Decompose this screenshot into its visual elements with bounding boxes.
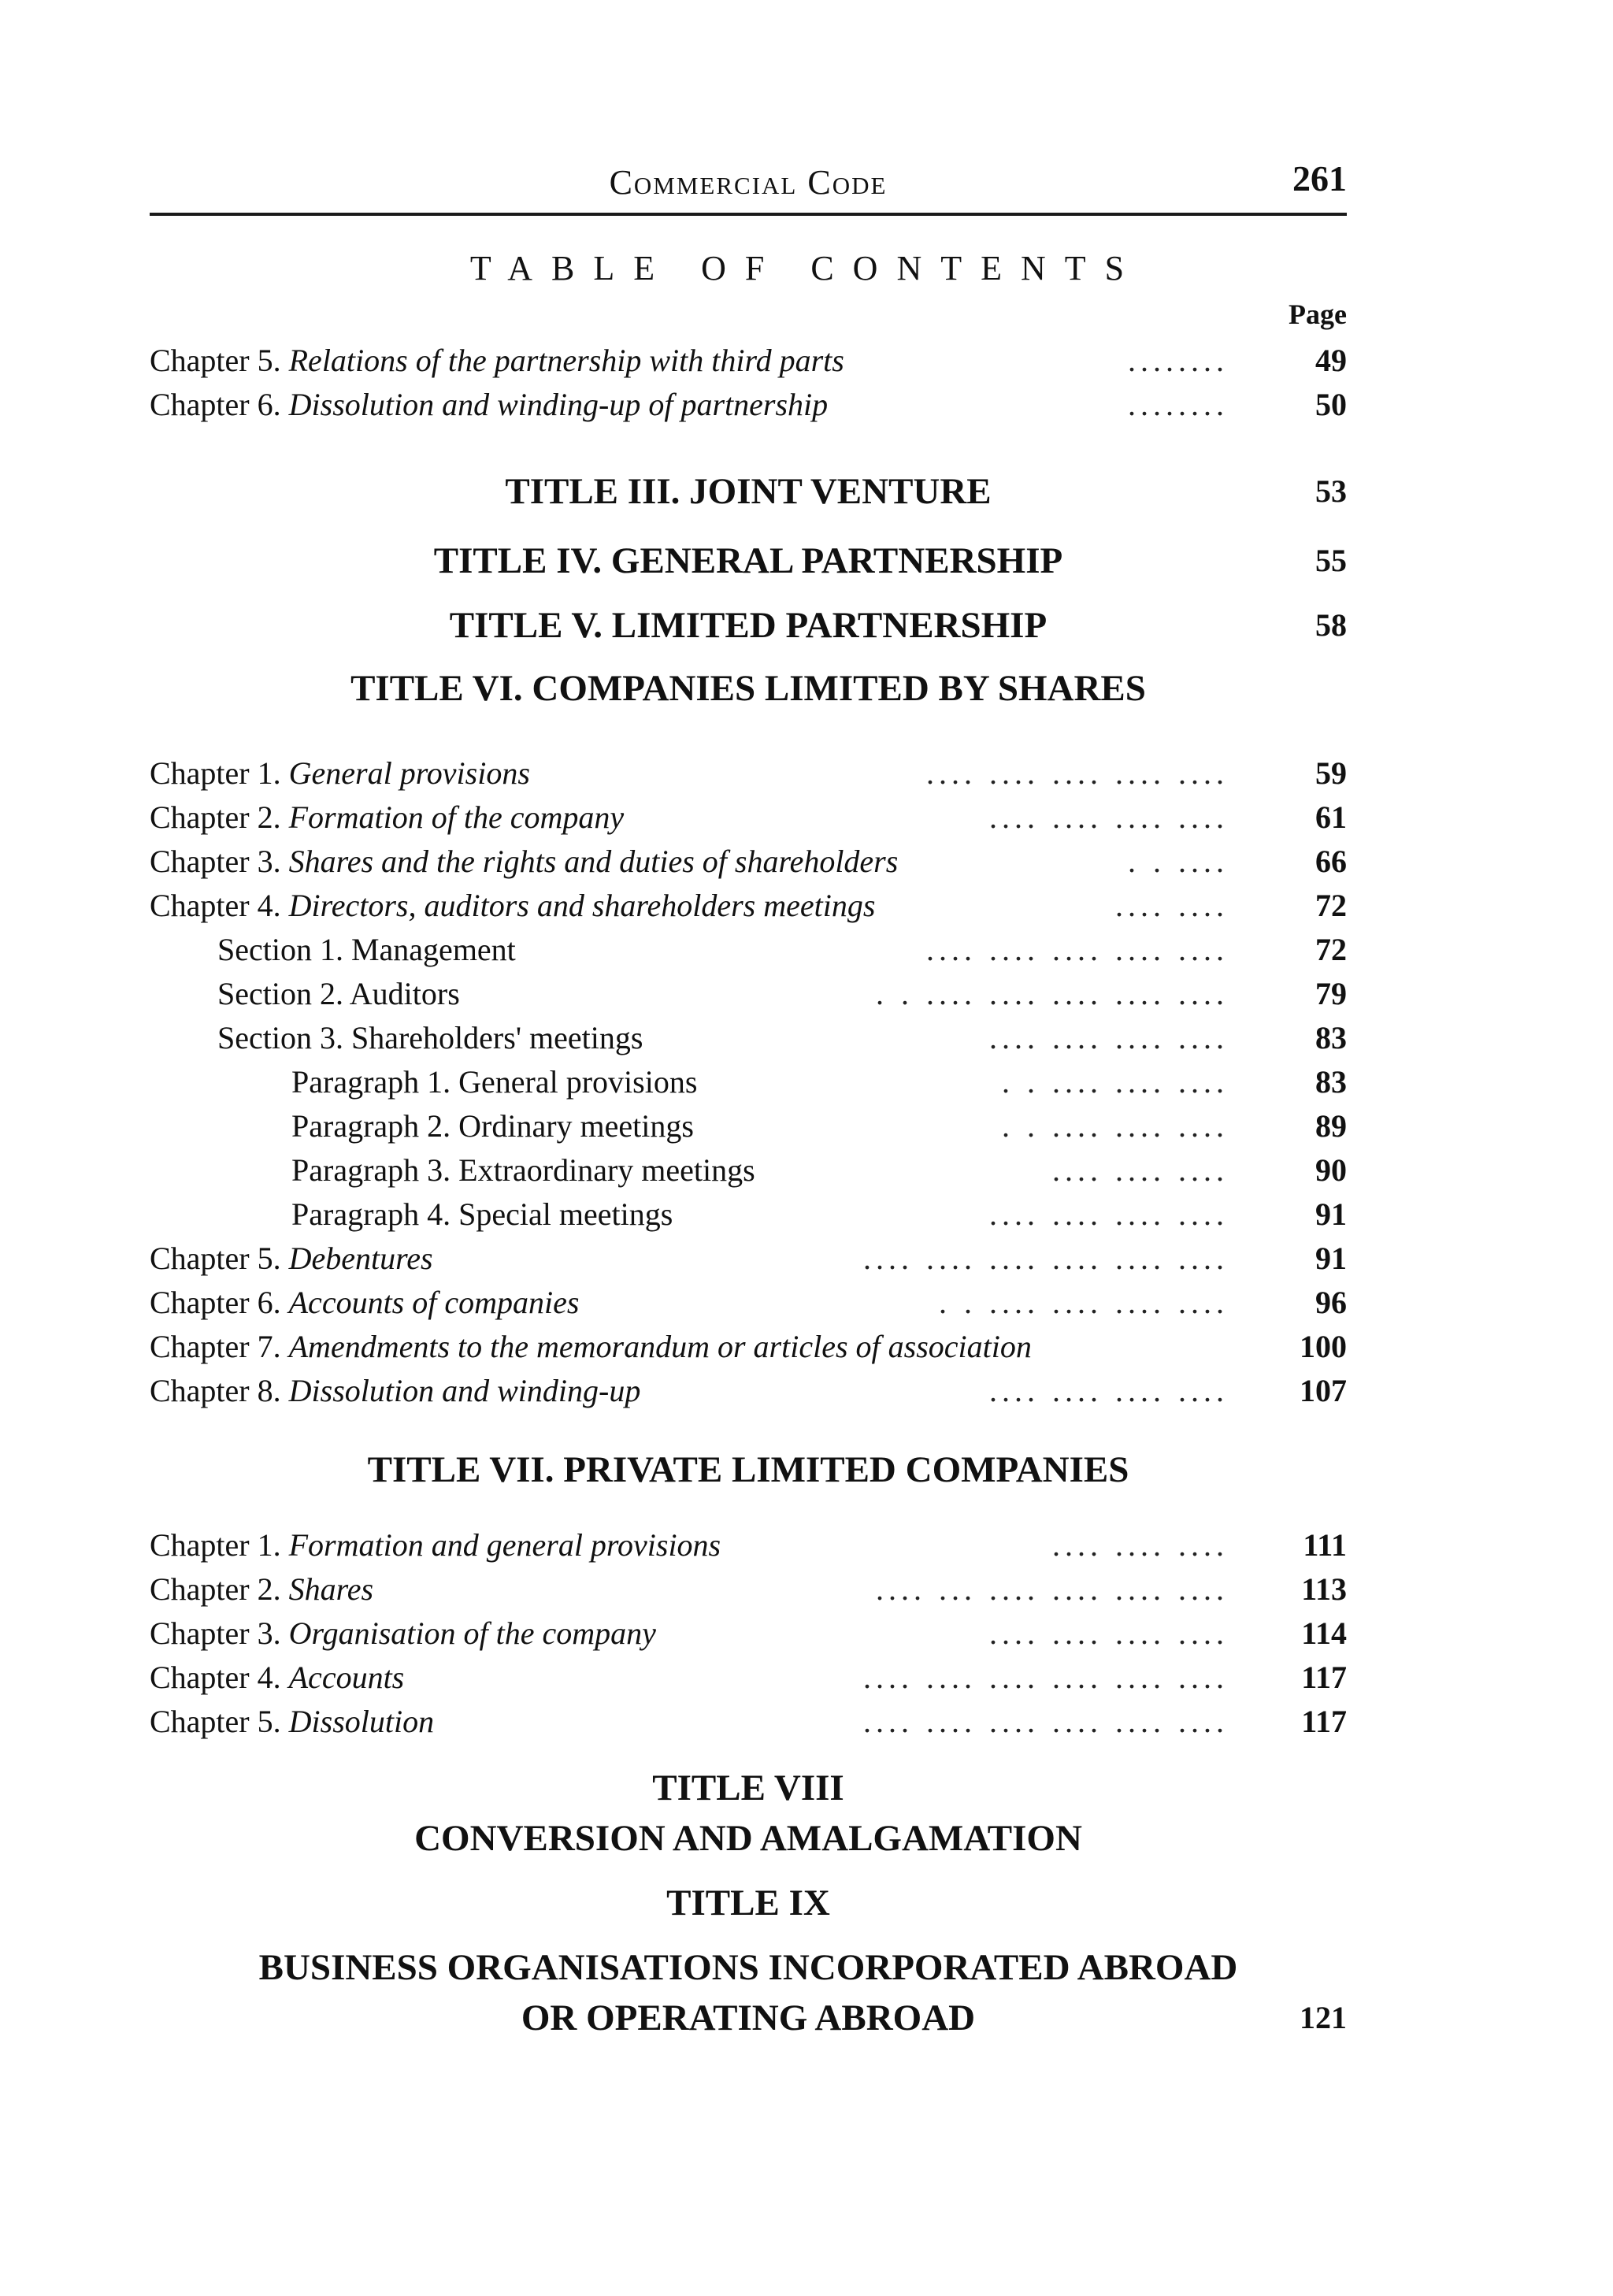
toc-entry <box>150 1656 1347 1700</box>
entry-title: Formation and general provisions <box>288 1527 721 1563</box>
entry-title: Debentures <box>288 1241 433 1276</box>
entry-lead: Section 2. <box>217 976 343 1011</box>
leader-dots: .... .... .... .... .... .... <box>863 1704 1229 1739</box>
leader-dots: . . .... <box>1128 844 1229 879</box>
toc-entry <box>150 1016 1347 1060</box>
entry-page: 117 <box>1301 1704 1347 1739</box>
entry-lead: Chapter 1. <box>150 755 281 791</box>
toc-entry <box>150 1237 1347 1281</box>
leader-dots: .... .... .... .... <box>989 1020 1229 1055</box>
leader-dots: .... .... .... .... .... <box>926 755 1229 791</box>
entry-title: Shareholders' meetings <box>350 1020 643 1055</box>
leader-dots: .... .... .... .... .... .... <box>863 1660 1229 1695</box>
toc-entry <box>150 1193 1347 1237</box>
entry-lead: Chapter 8. <box>150 1373 281 1408</box>
entry-page: 49 <box>1315 343 1347 378</box>
toc-heading: TABLE OF CONTENTS <box>469 249 1144 287</box>
entry-lead: Paragraph 1. <box>291 1064 451 1100</box>
entry-page: 114 <box>1301 1615 1347 1651</box>
toc-entry <box>150 1060 1347 1104</box>
entry-page: 111 <box>1303 1527 1347 1563</box>
entry-page: 72 <box>1315 888 1347 923</box>
leader-dots: .... ... .... .... .... .... <box>876 1571 1229 1607</box>
entry-page: 117 <box>1301 1660 1347 1695</box>
toc-entry <box>150 884 1347 928</box>
entry-lead: Chapter 2. <box>150 1571 281 1607</box>
entry-lead: Chapter 2. <box>150 799 281 835</box>
page-number: 261 <box>1292 158 1347 198</box>
title-text: BUSINESS ORGANISATIONS INCORPORATED ABROAD <box>258 1947 1238 1988</box>
entry-page: 72 <box>1315 932 1347 967</box>
toc-entry <box>150 383 1347 427</box>
toc-entry <box>150 796 1347 840</box>
leader-dots: .... .... .... <box>1052 1527 1229 1563</box>
toc-entry <box>150 1148 1347 1193</box>
leader-dots: .... .... .... .... <box>989 1615 1229 1651</box>
entry-page: 89 <box>1315 1108 1347 1144</box>
entry-page: 107 <box>1300 1373 1347 1408</box>
entry-title: Relations of the partnership with third parts <box>288 343 844 378</box>
entry-lead: Chapter 4. <box>150 888 281 923</box>
leader-dots: .... .... .... <box>1052 1152 1229 1188</box>
entry-title: Dissolution and winding-up <box>288 1373 641 1408</box>
entry-title: Amendments to the memorandum or articles of association <box>288 1329 1032 1364</box>
leader-dots: .... .... .... .... <box>989 1373 1229 1408</box>
entry-lead: Chapter 6. <box>150 387 281 422</box>
title-page: 58 <box>1315 607 1347 643</box>
leader-dots: .... .... .... .... .... .... <box>863 1241 1229 1276</box>
entry-title: Organisation of the company <box>288 1615 656 1651</box>
title-text: OR OPERATING ABROAD <box>521 1997 976 2038</box>
title-text: TITLE III. JOINT VENTURE <box>505 471 992 512</box>
title-heading <box>150 1763 1347 1813</box>
toc-entry <box>150 751 1347 796</box>
title-text: TITLE V. LIMITED PARTNERSHIP <box>449 605 1048 646</box>
entry-lead: Section 1. <box>217 932 343 967</box>
entry-lead: Section 3. <box>217 1020 343 1055</box>
entry-lead: Paragraph 2. <box>291 1108 451 1144</box>
entry-title: General provisions <box>458 1064 698 1100</box>
toc-entry <box>150 1281 1347 1325</box>
toc-entry <box>150 1325 1347 1369</box>
title-heading <box>150 1813 1347 1864</box>
entry-title: Auditors <box>349 976 460 1011</box>
leader-dots: .... .... <box>1115 888 1229 923</box>
title-page: 121 <box>1300 2000 1347 2035</box>
leader-dots: ........ <box>1128 387 1229 422</box>
entry-lead: Chapter 6. <box>150 1285 281 1320</box>
title-text: TITLE IX <box>666 1882 830 1923</box>
entry-title: Dissolution and winding-up of partnership <box>288 387 829 422</box>
running-head-title: Commercial Code <box>609 163 888 202</box>
running-head <box>150 156 1347 203</box>
page-column-label: Page <box>1289 299 1347 330</box>
entry-page: 50 <box>1315 387 1347 422</box>
title-heading <box>150 1993 1347 2043</box>
entry-page: 83 <box>1315 1020 1347 1055</box>
entry-lead: Paragraph 4. <box>291 1196 451 1232</box>
entry-title: Accounts <box>288 1660 405 1695</box>
title-heading <box>150 663 1347 714</box>
entry-lead: Chapter 5. <box>150 1241 281 1276</box>
entry-title: Extraordinary meetings <box>458 1152 755 1188</box>
toc-entry <box>150 339 1347 383</box>
entry-title: Shares and the rights and duties of shareholders <box>288 844 899 879</box>
leader-dots: . . .... .... .... <box>1002 1108 1229 1144</box>
entry-lead: Chapter 7. <box>150 1329 281 1364</box>
entry-title: Formation of the company <box>288 799 625 835</box>
entry-page: 91 <box>1315 1241 1347 1276</box>
toc-entry <box>150 1567 1347 1612</box>
entry-page: 66 <box>1315 844 1347 879</box>
entry-page: 113 <box>1301 1571 1347 1607</box>
title-text: TITLE IV. GENERAL PARTNERSHIP <box>433 540 1063 581</box>
entry-page: 96 <box>1315 1285 1347 1320</box>
toc-entry <box>150 928 1347 972</box>
toc-entry <box>150 1612 1347 1656</box>
leader-dots: . . .... .... .... .... <box>939 1285 1229 1320</box>
leader-dots: . . .... .... .... .... .... <box>876 976 1229 1011</box>
entry-lead: Chapter 4. <box>150 1660 281 1695</box>
entry-page: 79 <box>1315 976 1347 1011</box>
entry-page: 91 <box>1315 1196 1347 1232</box>
title-text: TITLE VII. PRIVATE LIMITED COMPANIES <box>367 1449 1129 1490</box>
title-text: CONVERSION AND AMALGAMATION <box>414 1818 1082 1859</box>
entry-page: 90 <box>1315 1152 1347 1188</box>
leader-dots: .... .... .... .... .... <box>926 932 1229 967</box>
toc-entry <box>150 1700 1347 1744</box>
entry-title: Directors, auditors and shareholders meetings <box>288 888 876 923</box>
title-text: TITLE VI. COMPANIES LIMITED BY SHARES <box>350 668 1146 709</box>
title-heading <box>150 466 1347 517</box>
entry-title: Management <box>350 932 516 967</box>
entry-page: 59 <box>1315 755 1347 791</box>
entry-lead: Chapter 5. <box>150 1704 281 1739</box>
title-heading <box>150 536 1347 586</box>
title-heading <box>150 1942 1347 1993</box>
leader-dots: ........ <box>1128 343 1229 378</box>
title-text: TITLE VIII <box>652 1767 844 1808</box>
entry-page: 100 <box>1300 1329 1347 1364</box>
entry-title: Special meetings <box>458 1196 673 1232</box>
entry-lead: Chapter 3. <box>150 1615 281 1651</box>
title-heading <box>150 1878 1347 1928</box>
entry-title: Ordinary meetings <box>458 1108 694 1144</box>
entry-title: Shares <box>288 1571 374 1607</box>
entry-lead: Chapter 1. <box>150 1527 281 1563</box>
entry-lead: Paragraph 3. <box>291 1152 451 1188</box>
entry-page: 83 <box>1315 1064 1347 1100</box>
entry-page: 61 <box>1315 799 1347 835</box>
leader-dots: .... .... .... .... <box>989 1196 1229 1232</box>
entry-title: Dissolution <box>288 1704 435 1739</box>
header-rule <box>150 213 1347 216</box>
toc-entry <box>150 1369 1347 1413</box>
toc-entry <box>150 1523 1347 1567</box>
title-page: 55 <box>1315 543 1347 578</box>
toc-entry <box>150 972 1347 1016</box>
title-heading <box>150 600 1347 651</box>
title-heading <box>150 1445 1347 1495</box>
leader-dots: .... .... .... .... <box>989 799 1229 835</box>
toc-entry <box>150 840 1347 884</box>
entry-title: General provisions <box>288 755 530 791</box>
entry-title: Accounts of companies <box>288 1285 580 1320</box>
entry-lead: Chapter 3. <box>150 844 281 879</box>
leader-dots: . . .... .... .... <box>1002 1064 1229 1100</box>
title-page: 53 <box>1315 473 1347 509</box>
entry-lead: Chapter 5. <box>150 343 281 378</box>
toc-entry <box>150 1104 1347 1148</box>
